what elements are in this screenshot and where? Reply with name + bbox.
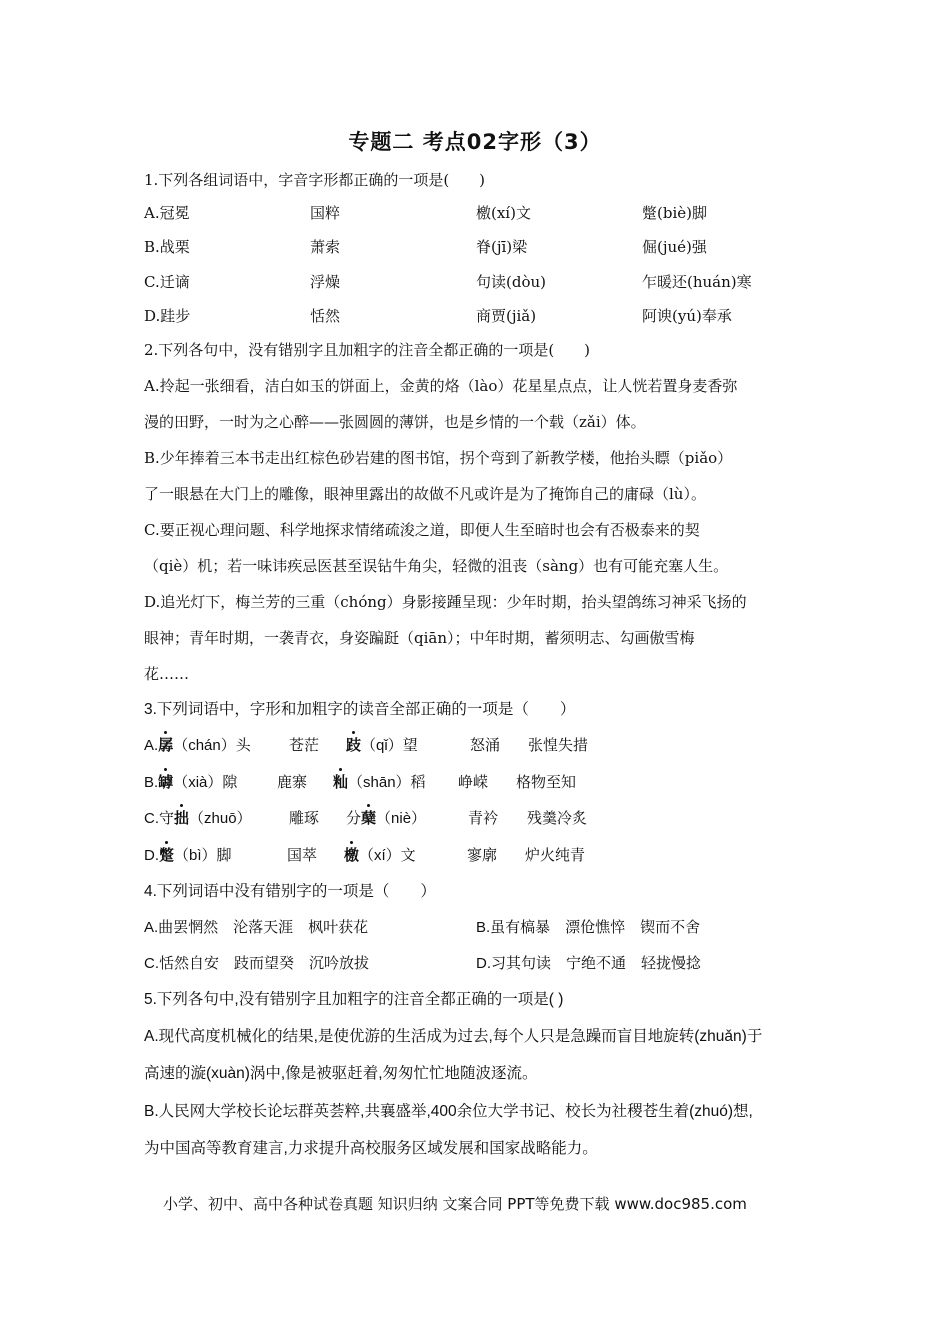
q2-stem: 2.下列各句中，没有错别字且加粗字的注音全都正确的一项是( )	[144, 341, 591, 359]
q1-d-2: 恬然	[310, 307, 341, 325]
q2-line-2: 漫的田野，一时为之心醉——张圆圆的薄饼，也是乡情的一个载（zǎi）体。	[144, 413, 646, 431]
q1-c-1: C.迁谪	[144, 273, 190, 291]
q1-a-4: 蹩(biè)脚	[642, 204, 707, 222]
q1-a-3: 檄(xí)文	[476, 204, 531, 222]
q3-a-pinyin1: （chán）头	[173, 737, 251, 754]
q3-d-word2: 国萃	[287, 847, 318, 864]
q4-option-d: D.习其句读 宁绝不通 轻拢慢捻	[476, 955, 702, 972]
q3-a-pinyin2: （qǐ）望	[361, 737, 418, 754]
q3-c-char1: 拙	[174, 810, 190, 827]
q3-b-label: B.	[144, 774, 159, 791]
q4-stem: 4.下列词语中没有错别字的一项是（ ）	[144, 883, 436, 900]
q1-b-3: 脊(jī)梁	[476, 238, 528, 256]
q3-c-prefix: 分	[346, 810, 362, 827]
q3-d-pinyin2: （xí）文	[359, 847, 416, 864]
q3-stem: 3.下列词语中，字形和加粗字的读音全部正确的一项是（ ）	[144, 701, 576, 718]
q3-b-word2: 鹿寨	[277, 774, 308, 791]
q2-line-4: 了一眼悬在大门上的雕像，眼神里露出的故做不凡或许是为了掩饰自己的庸碌（lù）。	[144, 485, 706, 503]
q3-b-char2: 籼	[333, 774, 349, 791]
q1-c-3: 句读(dòu)	[476, 273, 546, 291]
q1-b-2: 萧索	[310, 238, 341, 256]
q1-c-4: 乍暖还(huán)寒	[642, 273, 752, 291]
q3-a-word4: 怒涌	[470, 737, 501, 754]
q3-d-pinyin1: （bì）脚	[174, 847, 232, 864]
q5-line-2: 高速的漩(xuàn)涡中,像是被驱赶着,匆匆忙忙地随波逐流。	[144, 1065, 538, 1082]
q3-b-word4: 峥嵘	[458, 774, 489, 791]
q3-c-word4: 青衿	[468, 810, 499, 827]
q2-line-6: （qiè）机；若一味讳疾忌医甚至误钻牛角尖，轻微的沮丧（sàng）也有可能充塞人生。	[144, 557, 729, 575]
q3-a-word2: 苍茫	[289, 737, 320, 754]
q4-option-c: C.恬然自安 跂而望癸 沉吟放拔	[144, 955, 370, 972]
q3-d-word4: 寥廓	[467, 847, 498, 864]
q4-option-a: A.曲罢惘然 沦落天涯 枫叶获花	[144, 919, 369, 936]
q3-c-pinyin2: （niè）	[376, 810, 427, 827]
q2-line-8: 眼神；青年时期，一袭青衣，身姿蹁跹（qiān）；中年时期，蓄须明志、勾画傲雪梅	[144, 629, 695, 647]
q3-c-label: C.守	[144, 810, 175, 827]
q3-b-pinyin2: （shān）稻	[348, 774, 426, 791]
q2-line-7: D.追光灯下，梅兰芳的三重（chóng）身影接踵呈现：少年时期，抬头望鸽练习神采飞扬的	[144, 593, 747, 611]
q3-a-word5: 张惶失措	[528, 737, 589, 754]
q3-b-word5: 格物至知	[516, 774, 577, 791]
q1-d-3: 商贾(jiǎ)	[476, 307, 537, 325]
q3-d-char1: 蹩	[159, 847, 175, 864]
q3-a-label: A.	[144, 737, 159, 754]
q1-c-2: 浮燥	[310, 273, 341, 291]
q2-line-1: A.拎起一张细看，洁白如玉的饼面上，金黄的烙（lào）花星星点点，让人恍若置身麦香弥	[144, 377, 738, 395]
q1-d-1: D.跬步	[144, 307, 191, 325]
q3-d-label: D.	[144, 847, 159, 864]
q3-d-word5: 炉火纯青	[525, 847, 586, 864]
q1-a-1: A.冠冕	[144, 204, 190, 222]
q3-c-word5: 残羹冷炙	[527, 810, 588, 827]
footer-note: 小学、初中、高中各种试卷真题 知识归纳 文案合同 PPT等免费下载 www.doc985.com	[163, 1195, 747, 1213]
q1-d-4: 阿谀(yú)奉承	[642, 307, 732, 325]
q3-b-pinyin1: （xià）隙	[173, 774, 238, 791]
q3-d-char2: 檄	[344, 847, 360, 864]
q1-a-2: 国粹	[310, 204, 341, 222]
q5-line-1: A.现代高度机械化的结果,是使优游的生活成为过去,每个人只是急躁而盲目地旋转(zhuǎn)于	[144, 1028, 763, 1045]
page-title: 专题二 考点02字形（3）	[348, 130, 602, 154]
q3-a-char1: 孱	[158, 737, 174, 754]
q3-b-char1: 罅	[158, 774, 174, 791]
q3-a-char2: 跂	[346, 737, 362, 754]
q5-stem: 5.下列各句中,没有错别字且加粗字的注音全都正确的一项是( )	[144, 991, 564, 1008]
q5-line-3: B.人民网大学校长论坛群英荟粹,共襄盛举,400余位大学书记、校长为社稷苍生着(zhuó)想,	[144, 1103, 753, 1120]
q3-c-word2: 雕琢	[289, 810, 320, 827]
q2-line-5: C.要正视心理问题、科学地探求情绪疏浚之道，即便人生至暗时也会有否极泰来的契	[144, 521, 700, 539]
q1-b-4: 倔(jué)强	[642, 238, 707, 256]
q1-stem: 1.下列各组词语中，字音字形都正确的一项是( )	[144, 171, 486, 189]
q2-line-3: B.少年捧着三本书走出红棕色砂岩建的图书馆，拐个弯到了新教学楼，他抬头瞟（piǎo）	[144, 449, 733, 467]
q3-c-char2: 蘖	[361, 810, 377, 827]
q2-line-9: 花……	[144, 665, 190, 683]
q1-b-1: B.战栗	[144, 238, 190, 256]
q5-line-4: 为中国高等教育建言,力求提升高校服务区域发展和国家战略能力。	[144, 1140, 598, 1157]
q3-c-pinyin1: （zhuō）	[189, 810, 252, 827]
q4-option-b: B.虽有槁暴 漂伧憔悴 锲而不舍	[476, 919, 701, 936]
